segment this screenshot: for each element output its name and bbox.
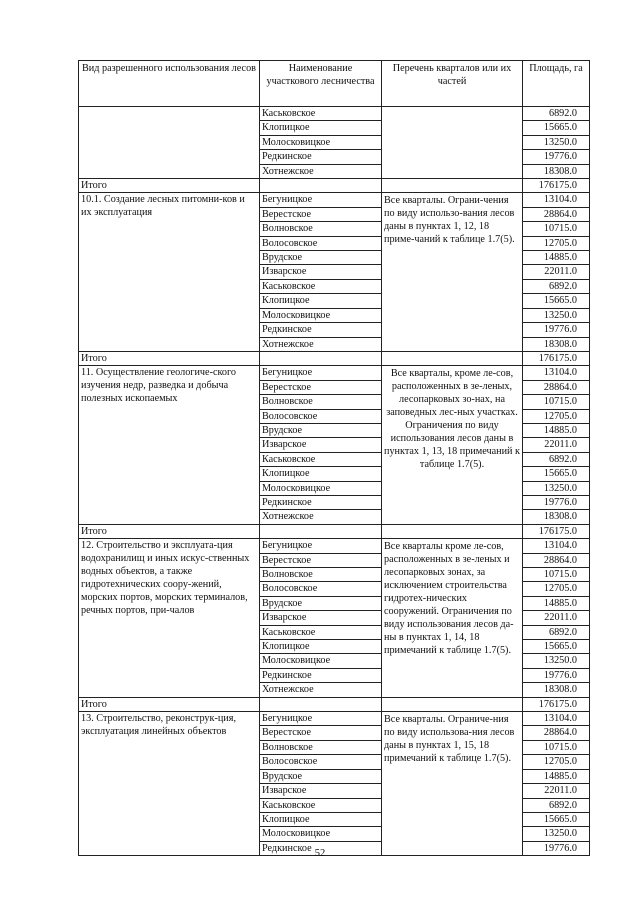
forestry-name: Каськовское [260,625,382,639]
area-value: 13104.0 [523,193,590,207]
forestry-name: Бегуницкое [260,366,382,380]
forestry-name: Клопицкое [260,294,382,308]
area-value: 13250.0 [523,308,590,322]
quarters-note: Все кварталы. Ограни-чения по виду использо-вания лесов даны в пунктах 1, 12, 18 приме-чаний к таблице 1.7(5). [382,193,523,351]
forestry-name: Молосковицкое [260,308,382,322]
forestry-name: Бегуницкое [260,539,382,553]
area-value: 12705.0 [523,582,590,596]
forestry-name: Хотнежское [260,337,382,351]
area-value: 13250.0 [523,481,590,495]
kind-cell-empty [79,107,260,179]
area-value: 6892.0 [523,279,590,293]
forestry-name: Хотнежское [260,683,382,697]
area-value: 22011.0 [523,265,590,279]
use-kind: 12. Строительство и эксплуата-ция водохранилищ и иных искус-ственных водных объектов, а также гидротехнических соору-жений, морских портов, морских терминалов, речных портов, при-чалов [79,539,260,697]
total-row [79,524,590,538]
area-value: 12705.0 [523,236,590,250]
area-value: 13104.0 [523,712,590,726]
forestry-name: Волновское [260,568,382,582]
total-area: 176175.0 [523,351,590,365]
forestry-name: Каськовское [260,798,382,812]
forestry-name: Волосовское [260,409,382,423]
forestry-name: Врудское [260,251,382,265]
quarters-note: Все кварталы кроме ле-сов, расположенных в зе-леных и лесопарковых зонах, за исключением строительства гидротех-нических сооружений. Ограничения по виду использования лесов да-ны в пунктах 1, 14, 18 примечаний к таблице 1.7(5). [382,539,523,697]
header-kind: Вид разрешенного использования лесов [79,61,260,107]
area-value: 13250.0 [523,827,590,841]
area-value: 14885.0 [523,769,590,783]
forestry-name: Хотнежское [260,510,382,524]
forest-use-table [78,60,590,856]
forestry-name: Изварское [260,265,382,279]
forestry-name: Редкинское [260,668,382,682]
area-value: 19776.0 [523,323,590,337]
forestry-name: Редкинское [260,841,382,855]
forestry-name: Волосовское [260,755,382,769]
area-value: 15665.0 [523,812,590,826]
quarters-note: Все кварталы. Ограниче-ния по виду использова-ния лесов даны в пунктах 1, 15, 18 примечаний к таблице 1.7(5). [382,712,523,856]
total-empty [382,179,523,193]
quarters-cell-empty [382,107,523,179]
area-value: 6892.0 [523,798,590,812]
area-value: 18308.0 [523,164,590,178]
forestry-name: Волосовское [260,236,382,250]
total-label: Итого [79,351,260,365]
forestry-name: Врудское [260,596,382,610]
total-area: 176175.0 [523,179,590,193]
header-forestry: Наименование участкового лесничества [260,61,382,107]
use-kind: 13. Строительство, реконструк-ция, эксплуатация линейных объектов [79,712,260,856]
area-value: 6892.0 [523,107,590,121]
area-value: 28864.0 [523,207,590,221]
area-value: 13104.0 [523,539,590,553]
forestry-name: Врудское [260,423,382,437]
forestry-name: Редкинское [260,150,382,164]
forestry-name: Молосковицкое [260,654,382,668]
forestry-name: Клопицкое [260,121,382,135]
area-value: 18308.0 [523,683,590,697]
area-value: 28864.0 [523,553,590,567]
area-value: 13250.0 [523,654,590,668]
use-kind: 11. Осуществление геологиче-ского изучения недр, разведка и добыча полезных ископаемых [79,366,260,524]
forestry-name: Каськовское [260,107,382,121]
forestry-name: Изварское [260,784,382,798]
total-label: Итого [79,524,260,538]
area-value: 12705.0 [523,755,590,769]
table-row [79,539,590,553]
table-row [79,107,590,121]
area-value: 14885.0 [523,423,590,437]
area-value: 19776.0 [523,495,590,509]
table-row [79,193,590,207]
total-empty [382,697,523,711]
forestry-name: Клопицкое [260,812,382,826]
area-value: 13104.0 [523,366,590,380]
forestry-name: Изварское [260,438,382,452]
forestry-name: Бегуницкое [260,193,382,207]
forestry-name: Волновское [260,222,382,236]
forestry-name: Верестское [260,207,382,221]
area-value: 22011.0 [523,784,590,798]
area-value: 14885.0 [523,251,590,265]
forestry-name: Верестское [260,553,382,567]
forestry-name: Волосовское [260,582,382,596]
total-empty [260,179,382,193]
total-empty [260,351,382,365]
area-value: 6892.0 [523,625,590,639]
area-value: 10715.0 [523,222,590,236]
area-value: 13250.0 [523,135,590,149]
forestry-name: Редкинское [260,495,382,509]
forestry-name: Редкинское [260,323,382,337]
forestry-name: Волновское [260,740,382,754]
forestry-name: Верестское [260,380,382,394]
total-empty [260,697,382,711]
area-value: 10715.0 [523,740,590,754]
forestry-name: Хотнежское [260,164,382,178]
forestry-name: Клопицкое [260,640,382,654]
area-value: 6892.0 [523,452,590,466]
area-value: 10715.0 [523,568,590,582]
forestry-name: Клопицкое [260,467,382,481]
forestry-name: Волновское [260,395,382,409]
total-label: Итого [79,697,260,711]
table-header-row [79,61,590,107]
area-value: 19776.0 [523,668,590,682]
area-value: 15665.0 [523,467,590,481]
forestry-name: Бегуницкое [260,712,382,726]
total-empty [260,524,382,538]
area-value: 22011.0 [523,611,590,625]
total-row [79,351,590,365]
total-row [79,697,590,711]
use-kind: 10.1. Создание лесных питомни-ков и их эксплуатация [79,193,260,351]
area-value: 12705.0 [523,409,590,423]
table-row [79,712,590,726]
area-value: 15665.0 [523,294,590,308]
forestry-name: Молосковицкое [260,827,382,841]
total-area: 176175.0 [523,697,590,711]
forestry-name: Каськовское [260,279,382,293]
area-value: 22011.0 [523,438,590,452]
total-empty [382,524,523,538]
forestry-name: Молосковицкое [260,481,382,495]
total-area: 176175.0 [523,524,590,538]
total-label: Итого [79,179,260,193]
area-value: 28864.0 [523,726,590,740]
area-value: 28864.0 [523,380,590,394]
area-value: 19776.0 [523,150,590,164]
area-value: 18308.0 [523,337,590,351]
area-value: 18308.0 [523,510,590,524]
area-value: 15665.0 [523,640,590,654]
forestry-name: Врудское [260,769,382,783]
table-row [79,366,590,380]
total-row [79,179,590,193]
area-value: 15665.0 [523,121,590,135]
area-value: 14885.0 [523,596,590,610]
forestry-name: Каськовское [260,452,382,466]
area-value: 19776.0 [523,841,590,855]
total-empty [382,351,523,365]
forestry-name: Молосковицкое [260,135,382,149]
forestry-name: Изварское [260,611,382,625]
header-quarters: Перечень кварталов или их частей [382,61,523,107]
header-area: Площадь, га [523,61,590,107]
quarters-note: Все кварталы, кроме ле-сов, расположенных в зе-леных, лесопарковых зо-нах, на заповедных лес-ных участках. Ограничения по виду использования лесов даны в пунктах 1, 13, 18 примечаний к таблице 1.7(5). [382,366,523,524]
area-value: 10715.0 [523,395,590,409]
page-number: 52 [314,848,326,859]
forestry-name: Верестское [260,726,382,740]
